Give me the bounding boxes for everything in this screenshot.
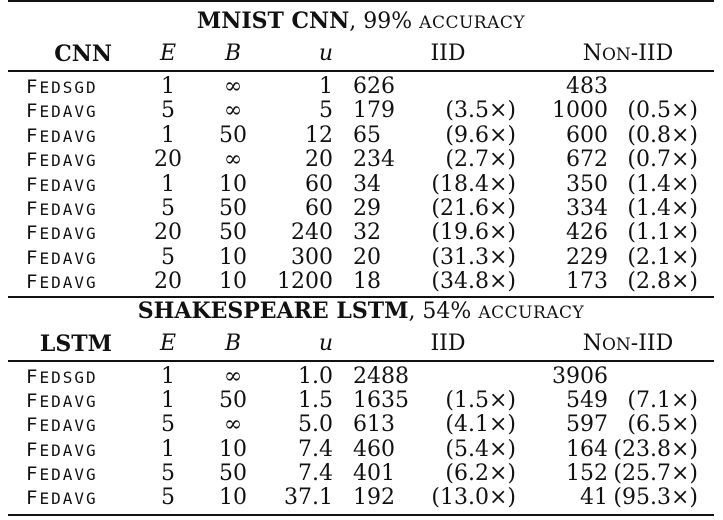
- cell-u: 5.0: [298, 412, 333, 438]
- header-noniid: [563, 42, 693, 67]
- method-initial: F: [26, 271, 40, 294]
- cell-noniid-sp: (7.1×): [627, 388, 698, 414]
- method-initial: F: [26, 198, 40, 220]
- cell-noniid: 672: [566, 147, 608, 173]
- cell-e: 5: [161, 196, 175, 221]
- cell-u: 1.0: [298, 364, 333, 389]
- cell-iid-sp: (13.0×): [431, 485, 516, 510]
- cell-iid: 65: [353, 122, 381, 148]
- cell-noniid: 597: [566, 412, 608, 438]
- header-noniid-smallcaps: ON: [601, 45, 631, 65]
- cell-b: 10: [219, 485, 247, 510]
- cell-method: [26, 221, 146, 246]
- header-row: [8, 332, 714, 356]
- header-noniid-initial: N: [582, 41, 602, 66]
- table-row: [8, 462, 714, 486]
- cell-noniid: 152: [566, 460, 608, 486]
- table-row: [8, 486, 714, 510]
- cell-u: 60: [305, 196, 333, 221]
- header-iid: IID: [430, 41, 466, 66]
- cell-method: [26, 173, 146, 198]
- cell-iid-sp: (9.6×): [445, 122, 516, 148]
- cell-method: [26, 486, 146, 511]
- cell-b: 10: [219, 171, 247, 197]
- cell-b: 50: [219, 196, 247, 221]
- cell-iid: 1635: [353, 388, 409, 414]
- cell-iid: 2488: [353, 364, 409, 389]
- cell-method: [26, 75, 146, 100]
- cell-b: 50: [219, 122, 247, 148]
- section-title-accuracy: ACCURACY: [478, 303, 585, 323]
- cell-iid-sp: (3.5×): [445, 98, 516, 124]
- cell-iid: 234: [353, 147, 395, 173]
- header-model: LSTM: [39, 331, 112, 357]
- method-initial: F: [26, 173, 40, 196]
- cell-u: 7.4: [298, 436, 333, 462]
- cell-noniid-sp: (0.5×): [627, 98, 698, 124]
- method-rest: EDAVG: [39, 175, 98, 195]
- cell-noniid-sp: (23.8×): [613, 436, 698, 462]
- method-initial: F: [26, 366, 40, 388]
- cell-method: [26, 99, 146, 124]
- cell-iid-sp: (21.6×): [431, 196, 516, 221]
- cell-u: 60: [305, 171, 333, 197]
- cell-noniid-sp: (25.7×): [613, 460, 698, 486]
- cell-noniid: 164: [566, 436, 608, 462]
- cell-iid: 29: [353, 196, 381, 221]
- cell-u: 12: [305, 122, 333, 148]
- cell-iid-sp: (1.5×): [445, 388, 516, 414]
- cell-method: [26, 197, 146, 222]
- cell-noniid: 229: [566, 244, 608, 270]
- header-b: B: [224, 41, 242, 66]
- cell-iid: 18: [353, 269, 381, 295]
- cell-b: 10: [219, 244, 247, 270]
- cell-u: 5: [319, 98, 333, 124]
- cell-e: 5: [161, 98, 175, 124]
- cell-b: ∞: [223, 147, 243, 173]
- header-noniid-initial: N: [582, 331, 602, 356]
- cell-noniid-sp: (2.1×): [627, 244, 698, 270]
- cell-iid: 32: [353, 220, 381, 246]
- cell-e: 1: [161, 122, 175, 148]
- header-row: [8, 42, 714, 66]
- cell-e: 5: [161, 485, 175, 510]
- cell-noniid-sp: (1.4×): [627, 196, 698, 221]
- cell-noniid-sp: (1.1×): [627, 220, 698, 246]
- header-noniid-tail: -IID: [630, 41, 674, 66]
- header-e: E: [159, 331, 177, 356]
- cell-b: ∞: [223, 74, 243, 99]
- table-row: [8, 246, 714, 270]
- cell-e: 1: [161, 388, 175, 414]
- method-rest: EDAVG: [39, 151, 98, 171]
- cell-noniid: 3906: [552, 364, 608, 389]
- method-rest: EDAVG: [39, 126, 98, 146]
- table-row: [8, 197, 714, 221]
- cell-u: 7.4: [298, 460, 333, 486]
- cell-method: [26, 365, 146, 390]
- table-row: [8, 438, 714, 462]
- cell-noniid: 549: [566, 388, 608, 414]
- cell-u: 37.1: [284, 485, 333, 510]
- method-initial: F: [26, 487, 40, 509]
- cell-e: 5: [161, 244, 175, 270]
- cell-noniid-sp: (0.8×): [627, 122, 698, 148]
- cell-method: [26, 124, 146, 149]
- cell-noniid: 1000: [552, 98, 608, 124]
- method-rest: EDAVG: [39, 224, 98, 244]
- cell-e: 20: [154, 220, 182, 246]
- cell-noniid: 334: [566, 196, 608, 221]
- header-u: u: [318, 41, 333, 66]
- cell-noniid: 41: [580, 485, 608, 510]
- cell-noniid: 483: [566, 74, 608, 99]
- section-caption: [8, 298, 714, 326]
- cell-u: 300: [291, 244, 333, 270]
- table-row: [8, 173, 714, 197]
- cell-method: [26, 148, 146, 173]
- section-title: SHAKESPEARE LSTM: [137, 298, 409, 324]
- cell-u: 20: [305, 147, 333, 173]
- method-initial: F: [26, 76, 40, 98]
- cell-iid-sp: (18.4×): [431, 171, 516, 197]
- cell-iid-sp: (2.7×): [445, 147, 516, 173]
- section-title-suffix: , 99%: [349, 9, 420, 34]
- header-u: u: [318, 331, 333, 356]
- method-rest: EDAVG: [39, 273, 98, 293]
- cell-e: 1: [161, 436, 175, 462]
- cell-iid-sp: (34.8×): [431, 269, 516, 295]
- table-row: [8, 389, 714, 413]
- cell-u: 240: [291, 220, 333, 246]
- table-row: [8, 148, 714, 172]
- cell-e: 1: [161, 364, 175, 389]
- cell-iid-sp: (6.2×): [445, 460, 516, 486]
- cell-b: 10: [219, 269, 247, 295]
- cell-iid: 179: [353, 98, 395, 124]
- cell-b: 50: [219, 388, 247, 414]
- method-rest: EDAVG: [39, 102, 98, 122]
- header-rule: [8, 70, 714, 72]
- method-rest: EDAVG: [39, 392, 98, 412]
- cell-method: [26, 389, 146, 414]
- cell-noniid-sp: (95.3×): [613, 485, 698, 510]
- section-caption: [8, 8, 714, 36]
- method-initial: F: [26, 414, 40, 437]
- cell-noniid-sp: (2.8×): [627, 269, 698, 295]
- section-title-suffix: , 54%: [408, 299, 479, 324]
- method-initial: F: [26, 149, 40, 172]
- method-rest: EDAVG: [39, 248, 98, 268]
- header-e: E: [159, 41, 177, 66]
- cell-iid: 626: [353, 74, 395, 99]
- table-row: [8, 270, 714, 294]
- header-b: B: [224, 331, 242, 356]
- method-rest: EDAVG: [39, 416, 98, 436]
- cell-u: 1: [319, 74, 333, 99]
- table-row: [8, 75, 714, 99]
- cell-iid: 460: [353, 436, 395, 462]
- table-row: [8, 365, 714, 389]
- table-row: [8, 413, 714, 437]
- cell-iid-sp: (19.6×): [431, 220, 516, 246]
- cell-iid-sp: (5.4×): [445, 436, 516, 462]
- cell-b: ∞: [223, 98, 243, 124]
- cell-noniid: 426: [566, 220, 608, 246]
- header-noniid-smallcaps: ON: [601, 335, 631, 355]
- cell-method: [26, 246, 146, 271]
- cell-iid: 192: [353, 485, 395, 510]
- cell-iid-sp: (4.1×): [445, 412, 516, 438]
- cell-u: 1200: [277, 269, 333, 295]
- cell-e: 20: [154, 147, 182, 173]
- cell-noniid: 173: [566, 269, 608, 295]
- header-model: CNN: [54, 41, 112, 67]
- header-iid: IID: [430, 331, 466, 356]
- cell-iid-sp: (31.3×): [431, 244, 516, 270]
- cell-e: 1: [161, 74, 175, 99]
- cell-e: 1: [161, 171, 175, 197]
- cell-method: [26, 462, 146, 487]
- table-row: [8, 221, 714, 245]
- method-rest: EDAVG: [39, 440, 98, 460]
- cell-iid: 34: [353, 171, 381, 197]
- top-rule: [8, 0, 714, 2]
- cell-e: 5: [161, 412, 175, 438]
- cell-noniid-sp: (0.7×): [627, 147, 698, 173]
- method-rest: EDSGD: [39, 368, 98, 387]
- table-row: [8, 124, 714, 148]
- method-rest: EDAVG: [39, 200, 98, 219]
- cell-method: [26, 438, 146, 463]
- header-noniid-tail: -IID: [630, 331, 674, 356]
- method-initial: F: [26, 462, 40, 485]
- cell-b: 10: [219, 436, 247, 462]
- method-rest: EDAVG: [39, 464, 98, 484]
- cell-b: ∞: [223, 412, 243, 438]
- cell-b: 50: [219, 460, 247, 486]
- cell-u: 1.5: [298, 388, 333, 414]
- cell-noniid: 600: [566, 122, 608, 148]
- method-initial: F: [26, 390, 40, 413]
- section-title: MNIST CNN: [196, 8, 350, 34]
- table-row: [8, 99, 714, 123]
- method-rest: EDSGD: [39, 78, 98, 97]
- header-rule: [8, 360, 714, 362]
- cell-noniid: 350: [566, 171, 608, 197]
- cell-noniid-sp: (1.4×): [627, 171, 698, 197]
- cell-iid: 20: [353, 244, 381, 270]
- cell-e: 20: [154, 269, 182, 295]
- cell-noniid-sp: (6.5×): [627, 412, 698, 438]
- method-initial: F: [26, 438, 40, 461]
- section-title-accuracy: ACCURACY: [419, 13, 526, 33]
- method-initial: F: [26, 246, 40, 269]
- bottom-rule: [8, 514, 714, 516]
- method-rest: EDAVG: [39, 489, 98, 508]
- method-initial: F: [26, 100, 40, 123]
- cell-b: ∞: [223, 364, 243, 389]
- cell-iid: 613: [353, 412, 395, 438]
- cell-method: [26, 270, 146, 295]
- method-initial: F: [26, 222, 40, 245]
- method-initial: F: [26, 124, 40, 147]
- cell-e: 5: [161, 460, 175, 486]
- header-noniid: [563, 332, 693, 357]
- cell-iid: 401: [353, 460, 395, 486]
- section-divider-rule: [8, 296, 714, 298]
- cell-method: [26, 413, 146, 438]
- cell-b: 50: [219, 220, 247, 246]
